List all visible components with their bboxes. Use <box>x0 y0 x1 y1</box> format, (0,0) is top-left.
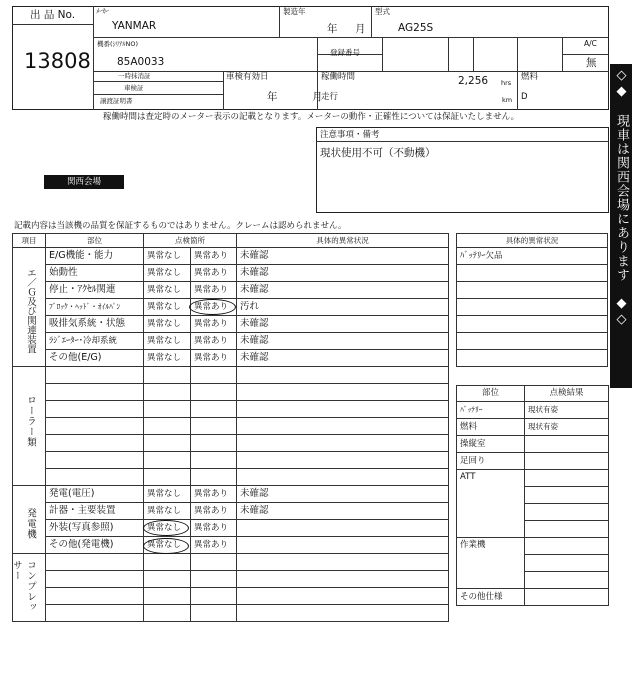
check-ok: 異常なし <box>144 248 191 265</box>
table-row-part: ﾌﾞﾛｯｸ・ﾍｯﾄﾞ・ｵｲﾙﾊﾟﾝ <box>46 299 144 316</box>
km-unit: km <box>502 96 513 104</box>
quality-disclaimer: 記載内容は当該機の品質を保証するものではありません。クレームは認められません。 <box>14 221 347 231</box>
check-ok: 異常なし <box>144 299 191 316</box>
divider <box>562 37 563 71</box>
detail-cell: 汚れ <box>237 299 449 316</box>
result-value: 現状有姿 <box>525 402 609 419</box>
divider <box>93 94 223 95</box>
model-label: 型式 <box>375 7 390 16</box>
table-row-part: ﾗｼﾞｴｰﾀｰ･冷却系統 <box>46 333 144 350</box>
detail-cell: 未確認 <box>237 265 449 282</box>
maker-value: YANMAR <box>112 20 157 32</box>
table-row-part: その他(発電機) <box>46 537 144 554</box>
ac-value: 無 <box>586 57 597 69</box>
table-row-part: その他(E/G) <box>46 350 144 367</box>
divider <box>448 37 449 71</box>
header-part: 部位 <box>46 234 144 248</box>
result-value: 現状有姿 <box>525 419 609 436</box>
km-label: 走行 <box>321 92 339 102</box>
ac-label: A/C <box>584 39 597 48</box>
detail-cell: 未確認 <box>237 282 449 299</box>
result-part: ﾊﾞｯﾃﾘｰ <box>457 402 525 419</box>
check-ng: 異常あり <box>191 350 237 367</box>
vehicle-cert-label: 車検証 <box>124 84 144 92</box>
divider <box>517 71 518 110</box>
check-ok: 異常なし <box>144 350 191 367</box>
check-ng: 異常あり <box>191 265 237 282</box>
check-ng: 異常あり <box>191 299 237 316</box>
check-ok: 異常なし <box>144 316 191 333</box>
detail-cell <box>237 520 449 537</box>
hours-value: 2,256 <box>458 75 489 87</box>
main-inspection-table <box>12 233 449 622</box>
engine-section-label: エ／Ｇ及び関連装置 <box>25 268 36 354</box>
check-ok: 異常なし <box>144 486 191 503</box>
detail-cell: 未確認 <box>237 350 449 367</box>
detail-cell: 未確認 <box>237 486 449 503</box>
table-row-part: E/G機能・能力 <box>46 248 144 265</box>
divider <box>93 37 609 38</box>
result-value <box>525 436 609 453</box>
insp-nen: 年 <box>267 91 278 103</box>
model-value: AG25S <box>398 22 434 34</box>
reg-label: 登録番号 <box>330 48 360 57</box>
circle-mark <box>143 538 189 554</box>
lot-number: 13808 <box>24 49 91 73</box>
result-header-result: 点検結果 <box>525 386 609 402</box>
divider <box>562 54 609 55</box>
result-part: 燃料 <box>457 419 525 436</box>
result-value <box>525 589 609 606</box>
detail-cell <box>237 537 449 554</box>
table-row-part: 計器・主要装置 <box>46 503 144 520</box>
divider <box>371 6 372 37</box>
hours-label: 稼働時間 <box>321 72 356 82</box>
table-row-part: 停止・ｱｸｾﾙ関連 <box>46 282 144 299</box>
transfer-label: 譲渡証明書 <box>100 97 133 105</box>
right-detail-table <box>456 233 608 367</box>
circle-mark <box>143 520 189 536</box>
header-item: 項目 <box>13 234 46 248</box>
venue-badge: 関西会場 <box>44 175 124 189</box>
table-row-part: 発電(電圧) <box>46 486 144 503</box>
divider <box>279 6 280 37</box>
inspection-label: 車検有効日 <box>226 72 269 82</box>
compressor-section-label: コンプレッサー <box>11 560 36 613</box>
table-row-part: 外装(写真参照) <box>46 520 144 537</box>
divider <box>382 37 383 71</box>
divider <box>223 71 224 110</box>
detail-cell: 未確認 <box>237 333 449 350</box>
side-banner-text: ◇◆ 現車は関西会場にあります ◆◇ <box>614 68 629 328</box>
result-part: 操縦室 <box>457 436 525 453</box>
year-tsuki: 月 <box>355 23 366 35</box>
table-row-part: 始動性 <box>46 265 144 282</box>
check-ng: 異常あり <box>191 503 237 520</box>
table-row-part: 吸排気系統・状態 <box>46 316 144 333</box>
year-nen: 年 <box>327 23 338 35</box>
check-ng: 異常あり <box>191 282 237 299</box>
result-header-part: 部位 <box>457 386 525 402</box>
serial-value: 85A0033 <box>117 56 165 68</box>
right-detail-row: ﾊﾞｯﾃﾘｰ欠品 <box>457 248 608 265</box>
header-detail: 具体的異常状況 <box>237 234 449 248</box>
serial-label: 機番(ｼﾘｱﾙNO) <box>97 40 139 48</box>
check-ng: 異常あり <box>191 248 237 265</box>
detail-cell: 未確認 <box>237 316 449 333</box>
insp-tsuki: 月 <box>312 91 323 103</box>
meter-disclaimer: 稼働時間は査定時のメーター表示の記載となります。メーターの動作・正確性については保証いたしません。 <box>103 112 520 122</box>
temp-reg-label: 一時抹消証 <box>118 72 151 80</box>
result-part: 足回り <box>457 453 525 470</box>
detail-cell: 未確認 <box>237 248 449 265</box>
check-ok: 異常なし <box>144 333 191 350</box>
right-result-table <box>456 385 609 606</box>
roller-section-label: ローラー類 <box>25 395 36 448</box>
result-value <box>525 453 609 470</box>
fuel-label: 燃料 <box>521 72 539 82</box>
divider <box>316 141 609 142</box>
check-ok: 異常なし <box>144 265 191 282</box>
result-part: ATT <box>457 470 525 538</box>
check-ok: 異常なし <box>144 520 191 537</box>
lot-label: 出 品 No. <box>30 9 76 21</box>
result-part: その他仕様 <box>457 589 525 606</box>
generator-section-label: 発電機 <box>25 508 36 540</box>
check-ng: 異常あり <box>191 316 237 333</box>
notes-label: 注意事項・備考 <box>320 130 380 140</box>
divider <box>517 37 518 71</box>
check-ng: 異常あり <box>191 333 237 350</box>
check-ng: 異常あり <box>191 537 237 554</box>
check-ok: 異常なし <box>144 537 191 554</box>
check-ok: 異常なし <box>144 282 191 299</box>
maker-label: ﾒｰｶｰ <box>96 7 109 15</box>
check-ok: 異常なし <box>144 503 191 520</box>
hours-unit: hrs <box>501 79 512 87</box>
fuel-value: D <box>521 92 528 102</box>
detail-cell: 未確認 <box>237 503 449 520</box>
right-detail-header: 具体的異常状況 <box>457 234 608 248</box>
notes-text: 現状使用不可（不動機） <box>320 147 436 159</box>
result-part: 作業機 <box>457 538 525 589</box>
divider <box>473 37 474 71</box>
year-label: 製造年 <box>283 7 306 16</box>
circle-mark <box>189 299 236 315</box>
divider <box>12 24 93 25</box>
divider <box>93 81 223 82</box>
check-ng: 異常あり <box>191 520 237 537</box>
check-ng: 異常あり <box>191 486 237 503</box>
header-check: 点検箇所 <box>144 234 237 248</box>
